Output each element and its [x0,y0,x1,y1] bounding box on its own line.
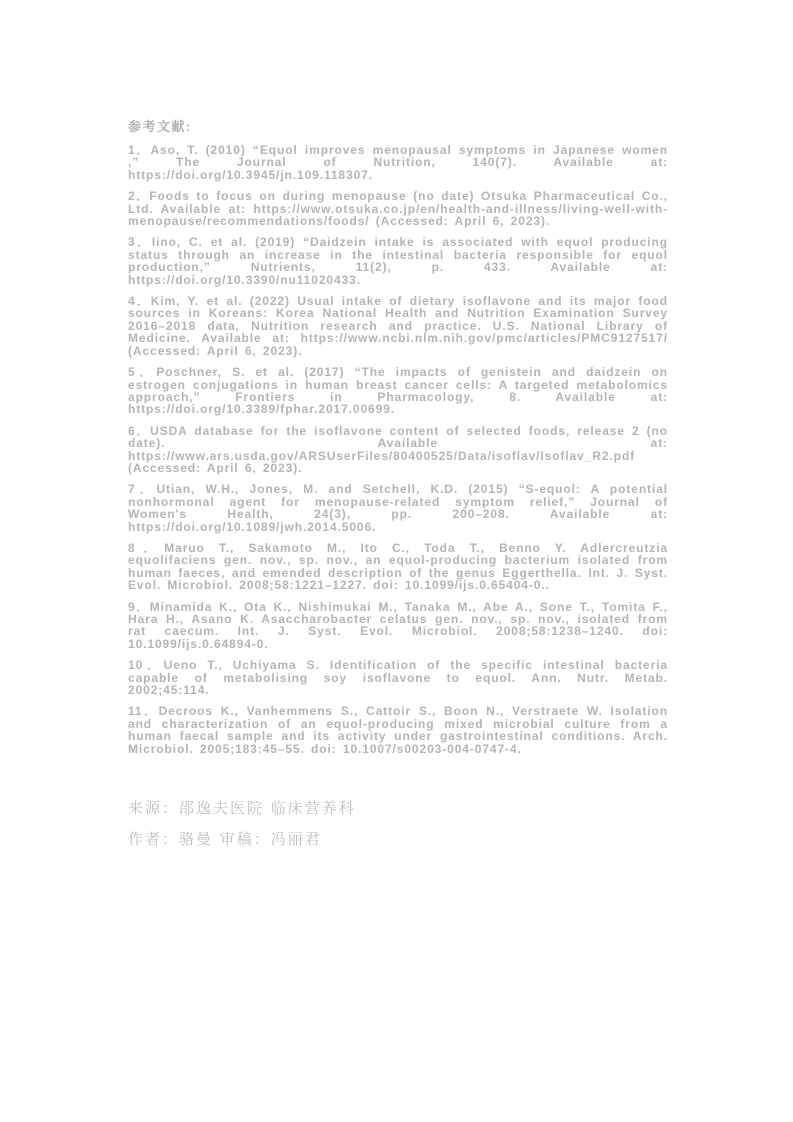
author-line: 作者：骆曼 审稿：冯丽君 [128,830,322,849]
reference-item-10: 10．Ueno T., Uchiyama S. Identification of the specific intestinal bacteria capable of metabolising soy isoflavone to equol. Ann. Nutr. Metab. 2002;45:114. [128,658,668,698]
footer-section [128,797,668,849]
reference-item-4: 4．Kim, Y. et al. (2022) Usual intake of dietary isoflavone and its major food sources in Koreans: Korea National Health and Nutrition Examination Survey 2016–2018 data, Nutrition research and practice. U.S. National Library of Medicine. Available at: https://www.ncbi.nlm.nih.gov/pmc/articles/PMC9127517/ (Accessed: April 6, 2023). [128,294,668,358]
references-section [128,116,668,859]
reference-item-8: 8．Maruo T., Sakamoto M., Ito C., Toda T., Benno Y. Adlercreutzia equolifaciens gen. nov., sp. nov., an equol-producing bacterium isolated from human faeces, and emended description of the genus Eggerthella. Int. J. Syst. Evol. Microbiol. 2008;58:1221–1227. doi: 10.1099/ijs.0.65404-0.. [128,540,668,593]
reference-item-9: 9．Minamida K., Ota K., Nishimukai M., Tanaka M., Abe A., Sone T., Tomita F., Hara H., Asano K. Asaccharobacter celatus gen. nov., sp. nov., isolated from rat caecum. Int. J. Syst. Evol. Microbiol. 2008;58:1238–1240. doi: 10.1099/ijs.0.64894-0. [128,599,668,651]
reference-item-3: 3．Iino, C. et al. (2019) “Daidzein intake is associated with equol producing status through an increase in the intestinal bacteria responsible for equol production,” Nutrients, 11(2), p. 433. Available at: https://doi.org/10.3390/nu11020433. [128,235,668,287]
reference-item-2: 2．Foods to focus on during menopause (no date) Otsuka Pharmaceutical Co., Ltd. Available at: https://www.otsuka.co.jp/en/health-and-illness/living-well-with-menopause/recommendations/foods/ (Accessed: April 6, 2023). [128,189,668,229]
references-heading: 参考文献: [128,119,192,134]
reference-item-6: 6．USDA database for the isoflavone content of selected foods, release 2 (no date). Available at: https://www.ars.usda.gov/ARSUserFiles/80400525/Data/isoflav/Isoflav_R2.pdf (Accessed: April 6, 2023). [128,423,668,475]
reference-item-1: 1．Aso, T. (2010) “Equol improves menopausal symptoms in Japanese women ,” The Journal of Nutrition, 140(7). Available at: https://doi.org/10.3945/jn.109.118307. [128,143,668,182]
reference-item-11: 11．Decroos K., Vanhemmens S., Cattoir S., Boon N., Verstraete W. Isolation and characterization of an equol-producing mixed microbial culture from a human faecal sample and its activity under gastrointestinal conditions. Arch. Microbiol. 2005;183:45–55. doi: 10.1007/s00203-004-0747-4. [128,704,668,756]
reference-item-5: 5．Poschner, S. et al. (2017) “The impacts of genistein and daidzein on estrogen conjugations in human breast cancer cells: A targeted metabolomics approach,” Frontiers in Pharmacology, 8. Available at: https://doi.org/10.3389/fphar.2017.00699. [128,365,668,417]
source-line: 来源：邵逸夫医院 临床营养科 [128,799,356,818]
reference-item-7: 7．Utian, W.H., Jones, M. and Setchell, K.D. (2015) “S-equol: A potential nonhormonal agent for menopause-related symptom relief,” Journal of Women's Health, 24(3), pp. 200–208. Available at: https://doi.org/10.1089/jwh.2014.5006. [128,482,668,534]
